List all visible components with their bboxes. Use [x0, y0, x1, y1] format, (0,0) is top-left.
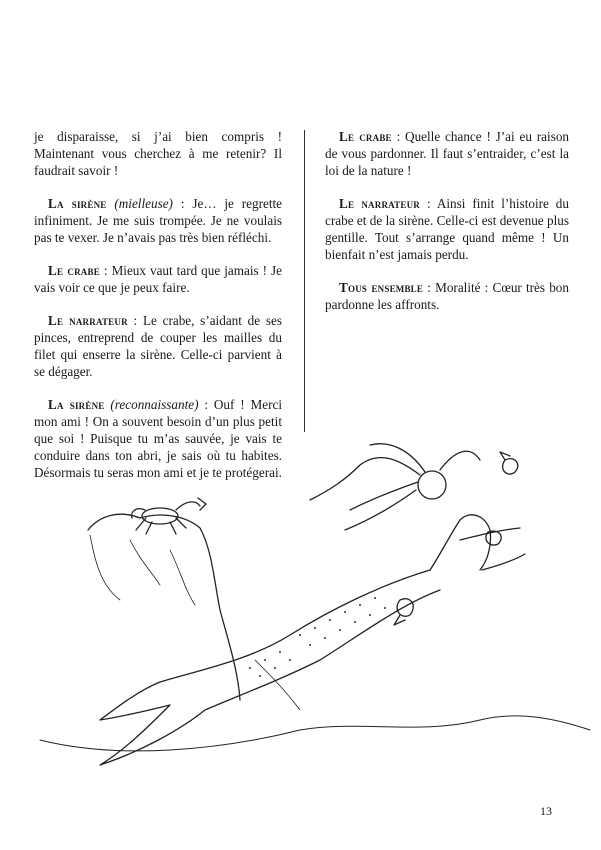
dialogue-all-together: [325, 279, 569, 313]
mermaid-crab-illustration: [0, 420, 601, 800]
stage-direction: (reconnaissante): [110, 397, 199, 412]
speaker-name: La sirène: [48, 196, 107, 211]
dialogue-text: : Ainsi finit l’histoire du crabe et de la sirène. Celle-ci est devenue plus gentille. Tout s’arrange quand même ! Un bienfait n’est jamais perdu.: [325, 196, 569, 262]
seabed-line: [40, 716, 590, 751]
paragraph-text: je disparaisse, si j’ai bien compris ! Maintenant vous cherchez à me retenir? Il faudrait savoir !: [34, 129, 282, 178]
tail-scales: [249, 597, 386, 677]
mermaid-hair: [310, 444, 480, 530]
mermaid-tail: [100, 570, 440, 765]
dialogue-crab-1: [34, 262, 282, 296]
speaker-name: Le narrateur: [339, 196, 420, 211]
column-divider: [304, 130, 305, 432]
fish-icon: [394, 599, 413, 625]
speaker-name: La sirène: [48, 397, 105, 412]
dialogue-text: : Le crabe, s’aidant de ses pinces, entreprend de couper les mailles du filet qui enserre la sirène. Celle-ci parvient à se dégager.: [34, 313, 282, 379]
dialogue-text: : Mieux vaut tard que jamais ! Je vais voir ce que je peux faire.: [34, 263, 283, 295]
stage-direction: (mielleuse): [114, 196, 173, 211]
speaker-name: Tous ensemble: [339, 280, 424, 295]
speaker-name: Le crabe: [339, 129, 392, 144]
fish-icon: [500, 452, 518, 474]
dialogue-text: : Moralité : Cœur très bon pardonne les affronts.: [325, 280, 569, 312]
dialogue-text: : Je… je regrette infiniment. Je me suis trompée. Je ne voulais pas te vexer. Je n’avais pas très bien réfléchi.: [34, 196, 283, 245]
page-number: 13: [540, 804, 552, 818]
paragraph-continuation: [34, 128, 282, 179]
rock-outline: [88, 514, 240, 700]
speaker-name: Le narrateur: [48, 313, 128, 328]
dialogue-narrator-2: [325, 195, 569, 263]
dialogue-narrator-1: [34, 312, 282, 380]
dialogue-text: : Ouf ! Merci mon ami ! On a souvent besoin d’un plus petit que soi ! Puisque tu m’as sauvée, je vais te conduire dans ton abri, je sais où tu habites. Désormais tu seras mon ami et je te protégerai.: [34, 397, 283, 480]
dialogue-siren-1: [34, 195, 282, 246]
dialogue-text: : Quelle chance ! J’ai eu raison de vous pardonner. Il faut s’entraider, c’est la loi de la nature !: [325, 129, 570, 178]
speaker-name: Le crabe: [48, 263, 100, 278]
dialogue-crab-2: [325, 128, 569, 179]
right-column: [325, 128, 569, 329]
